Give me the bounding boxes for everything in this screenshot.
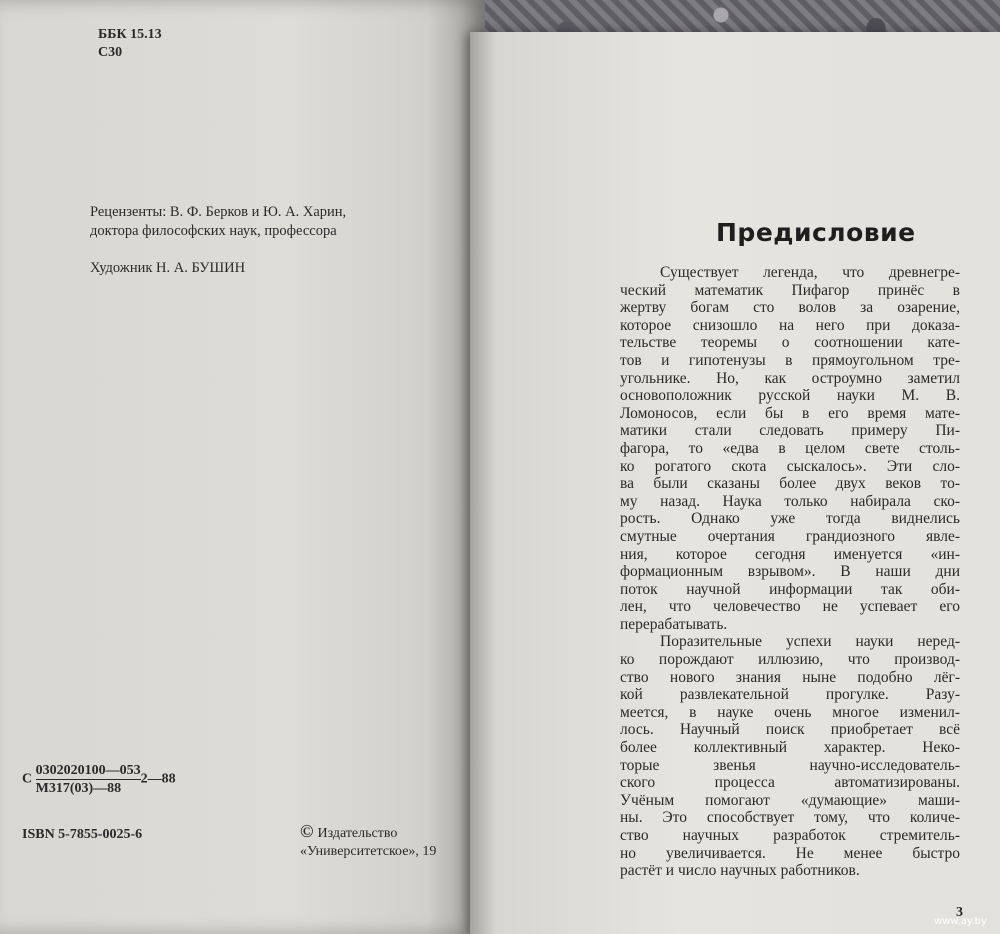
- page-heading: Предисловие: [716, 218, 916, 247]
- text-line: основоположник русской науки М. В.: [620, 387, 960, 405]
- text-line: торые звенья научно-исследователь-: [620, 756, 960, 774]
- text-line: которое снизошло на него при доказа-: [620, 316, 960, 334]
- text-line: тельстве теоремы о соотношении кате-: [620, 334, 960, 352]
- text-line: лось. Научный поиск приобретает всё: [620, 721, 960, 739]
- artist-credit: Художник Н. А. БУШИН: [90, 260, 246, 276]
- text-line: ство научных разработок стремитель-: [620, 827, 960, 844]
- text-line: формационным взрывом». В наши дни: [620, 563, 960, 581]
- text-line: ко порождают иллюзию, что производ-: [620, 651, 960, 669]
- text-line: ны. Это способствует тому, что количе-: [620, 809, 960, 827]
- reviewers: Рецензенты: В. Ф. Берков и Ю. А. Харин, доктора философских наук, профессора: [90, 204, 347, 239]
- preface-text: [620, 264, 960, 880]
- text-line: растёт и число научных работников.: [620, 862, 860, 880]
- text-line: перерабатывать.: [620, 615, 728, 633]
- text-line: лен, что человечество не успевает его: [620, 598, 960, 616]
- text-line: матики стали следовать примеру Пи-: [620, 422, 960, 440]
- copyright-icon: ©: [300, 821, 314, 841]
- text-line: но увеличивается. Не менее быстро: [620, 844, 960, 862]
- text-line: ко рогатого скота сыскалось». Эти сло-: [620, 457, 960, 475]
- text-line: меется, в науке очень многое изменил-: [620, 703, 960, 721]
- text-line: му назад. Наука только набирала ско-: [620, 492, 960, 510]
- text-line: Поразительные успехи науки неред-: [660, 633, 960, 651]
- text-line: Учёным помогают «думающие» маши-: [620, 791, 960, 809]
- publisher-copyright: © Издательство «Университетское», 19: [300, 821, 437, 859]
- watermark: www.ay.by: [934, 916, 987, 927]
- text-line: ство нового знания ныне подобно лёг-: [620, 668, 960, 686]
- text-line: Ломоносов, если бы в его время мате-: [620, 404, 960, 422]
- page-number: 3: [956, 905, 963, 920]
- text-line: кой развлекательной прогулке. Разу-: [620, 686, 960, 704]
- bbk-code: ББК 15.13 С30: [98, 27, 162, 60]
- text-line: ского процесса автоматизированы.: [620, 774, 960, 792]
- text-line: ния, которое сегодня именуется «ин-: [620, 545, 960, 563]
- text-line: поток научной информации так оби-: [620, 580, 960, 598]
- classification-code: С $\frac{0302020100—053}{М317(03)—88}$ 2—88: [22, 763, 176, 796]
- text-line: более коллективный характер. Неко-: [620, 739, 960, 757]
- left-page: [0, 0, 485, 934]
- text-line: фагора, то «едва в целом свете столь-: [620, 439, 960, 457]
- text-line: смутные очертания грандиозного явле-: [620, 527, 960, 545]
- text-line: рость. Однако уже тогда виднелись: [620, 510, 960, 528]
- text-line: тов и гипотенузы в прямоугольном тре-: [620, 351, 960, 369]
- text-line: ческий математик Пифагор принёс в: [620, 281, 960, 299]
- text-line: жертву богам сто волов за озарение,: [620, 299, 960, 317]
- isbn: ISBN 5-7855-0025-6: [22, 827, 143, 842]
- text-line: угольнике. Но, как остроумно заметил: [620, 369, 960, 387]
- text-line: Существует легенда, что древнегре-: [660, 264, 960, 281]
- text-line: ва были сказаны более двух веков то-: [620, 475, 960, 493]
